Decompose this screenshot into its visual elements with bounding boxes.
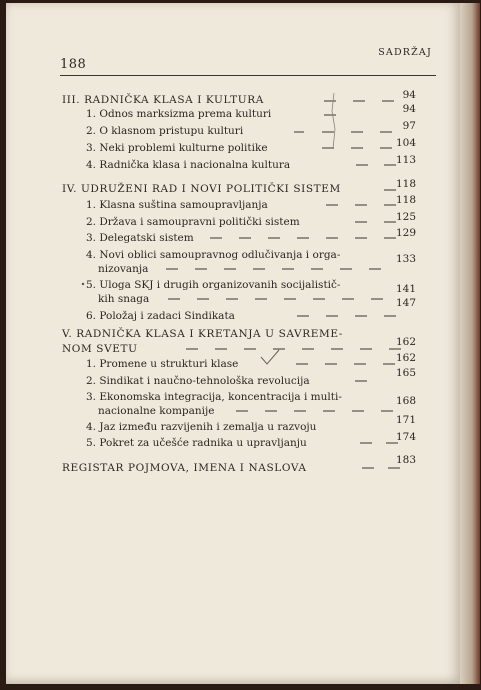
section-page-iii: 94 (402, 89, 416, 101)
toc-item-page: 162 (395, 352, 416, 364)
running-head: SADRŽAJ (378, 47, 432, 58)
book-page: 188 SADRŽAJ III. RADNIČKA KLASA I KULTURA 94 1. Odnos marksizma prema kulturi 94 2. O klasnom pristupu kulturi 97 3. Neki problemi kulturne politike 104 4. Radnička klasa i nacionalna kultura 113 IV. UDRUŽENI RAD I NOVI POLITIČKI SISTEM 118 1. Klasna suština samoupravljanja 118 2. Država i samoupravni politički sistem 125 3. Delegatski sistem 129 4. Novi oblici samoupravnog odlučivanja i orga- nizovanja 133 5. Uloga SKJ i drugih organizovanih socijalistič- kih snaga 141 6. Položaj i zadaci Sindikata 147 V. RADNIČKA KLASA I KRETANJA U SAVREME- NOM SVETU 162 1. Promene u strukturi klase 162 2. Sindikat i naučno-tehnološka revolucija 165 3. Ekonomska integracija, koncentracija i multi- nacionalne kompanije 168 4. Jaz između razvijenih i zemalja u razvoju 171 5. Pokret za učešće radnika u upravljanju 174 REGISTAR POJMOVA, IMENA I NASLOVA 183 (6, 3, 460, 684)
toc-item-page: 171 (395, 414, 416, 426)
toc-item-page: 141 (395, 283, 416, 295)
toc-item-page: 97 (402, 120, 416, 132)
section-page-v: 162 (395, 336, 416, 348)
book-edge (460, 3, 480, 684)
leader-dashes (6, 3, 460, 684)
toc-item-page: 165 (395, 367, 416, 379)
toc-item-page: 133 (395, 253, 416, 265)
toc-item-page: 104 (395, 137, 416, 149)
toc-item-page: 147 (395, 297, 416, 309)
toc-item-page: 118 (395, 194, 416, 206)
toc-item-page: 125 (395, 211, 416, 223)
section-page-iv: 118 (395, 178, 416, 190)
pencil-check-mark-icon (259, 348, 281, 366)
toc-item-page: 94 (402, 103, 416, 115)
section-page-register: 183 (395, 454, 416, 466)
page-number: 188 (60, 57, 87, 72)
pencil-margin-mark-icon (324, 91, 338, 151)
pencil-dot-icon (80, 281, 86, 287)
toc-item-page: 113 (395, 154, 416, 166)
toc-item-page: 174 (395, 431, 416, 443)
toc-item-page: 168 (395, 395, 416, 407)
toc-item-page: 129 (395, 227, 416, 239)
